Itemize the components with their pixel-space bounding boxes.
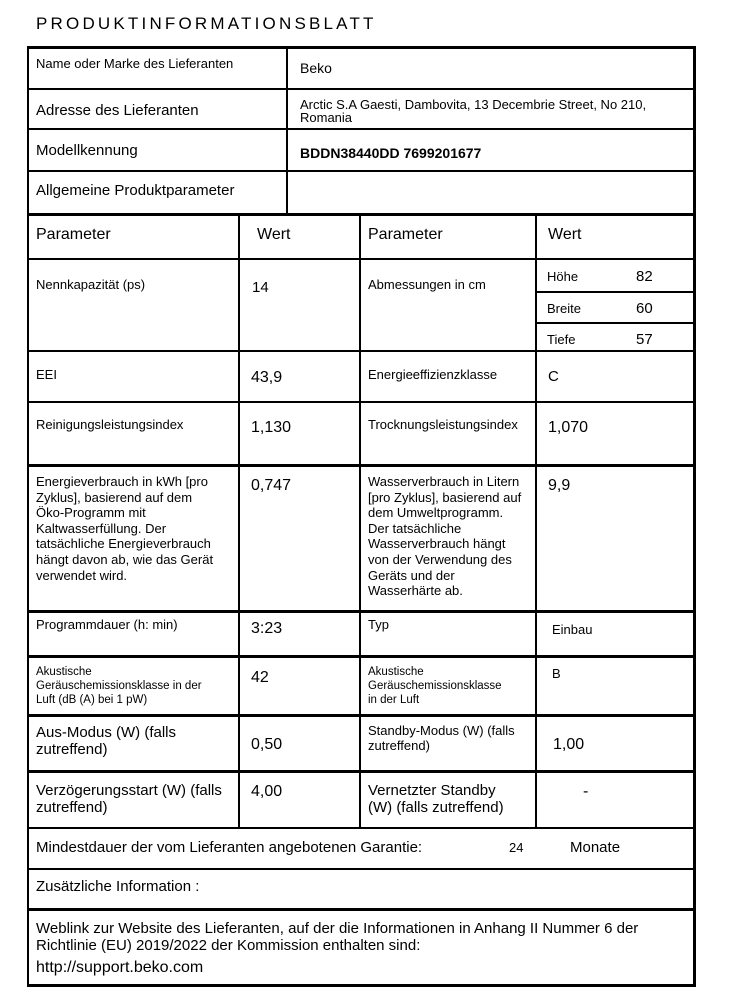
header-parameter-right: Parameter: [368, 226, 443, 243]
energy-consumption-label: Energieverbrauch in kWh [pro Zyklus], basierend auf dem Öko-Programm mit Kaltwasserfüllung. Der tatsächliche Energieverbrauch hängt davon ab, wie das Gerät verwendet wird.: [36, 474, 214, 583]
networked-standby-label: Vernetzter Standby (W) (falls zutreffend): [368, 782, 504, 817]
drying-index-value: 1,070: [548, 419, 589, 436]
program-duration-label: Programmdauer (h: min): [36, 617, 178, 632]
height-value: 82: [636, 268, 653, 285]
program-duration-value: 3:23: [251, 620, 283, 637]
general-parameters-label: Allgemeine Produktparameter: [36, 182, 235, 199]
additional-information-label: Zusätzliche Information :: [36, 878, 200, 895]
noise-emission-value: 42: [251, 669, 269, 686]
cleaning-index-label: Reinigungsleistungsindex: [36, 417, 184, 432]
model-value: BDDN38440DD 7699201677: [300, 145, 482, 161]
page-title: PRODUKTINFORMATIONSBLATT: [36, 14, 377, 33]
supplier-name-value: Beko: [300, 60, 332, 76]
header-value-left: Wert: [257, 226, 291, 243]
width-value: 60: [636, 300, 653, 317]
cleaning-index-value: 1,130: [251, 419, 292, 436]
delay-start-label: Verzögerungsstart (W) (falls zutreffend): [36, 782, 222, 817]
capacity-label: Nennkapazität (ps): [36, 277, 146, 292]
eei-value: 43,9: [251, 369, 283, 386]
depth-label: Tiefe: [547, 332, 576, 347]
noise-class-value: B: [552, 666, 561, 681]
supplier-weblink[interactable]: http://support.beko.com: [36, 959, 204, 976]
width-label: Breite: [547, 301, 581, 316]
eei-label: EEI: [36, 367, 57, 382]
off-mode-label: Aus-Modus (W) (falls zutreffend): [36, 724, 177, 759]
height-label: Höhe: [547, 269, 579, 284]
water-consumption-value: 9,9: [548, 477, 571, 494]
energy-class-value: C: [548, 368, 559, 385]
standby-mode-value: 1,00: [553, 736, 585, 753]
delay-start-value: 4,00: [251, 783, 283, 800]
type-label: Typ: [368, 617, 389, 632]
energy-class-label: Energieeffizienzklasse: [368, 367, 498, 382]
supplier-address-value: Arctic S.A Gaesti, Dambovita, 13 Decembrie Street, No 210, Romania: [300, 97, 647, 125]
drying-index-label: Trocknungsleistungsindex: [368, 417, 518, 432]
standby-mode-label: Standby-Modus (W) (falls zutreffend): [368, 723, 515, 753]
model-label: Modellkennung: [36, 142, 138, 159]
capacity-value: 14: [252, 279, 269, 296]
noise-class-label: Akustische Geräuschemissionsklasse in der Luft: [368, 666, 502, 706]
warranty-label: Mindestdauer der vom Lieferanten angebotenen Garantie:: [36, 839, 423, 856]
header-value-right: Wert: [548, 226, 582, 243]
header-parameter-left: Parameter: [36, 226, 111, 243]
networked-standby-value: -: [583, 783, 589, 800]
dimensions-label: Abmessungen in cm: [368, 277, 486, 292]
energy-consumption-value: 0,747: [251, 477, 292, 494]
type-value: Einbau: [552, 622, 593, 637]
weblink-description: Weblink zur Website des Lieferanten, auf der die Informationen in Anhang II Nummer 6 der Richtlinie (EU) 2019/2022 der Kommission enthalten sind:: [36, 920, 639, 955]
noise-emission-label: Akustische Geräuschemissionsklasse in der Luft (dB (A) bei 1 pW): [36, 666, 202, 706]
supplier-name-label: Name oder Marke des Lieferanten: [36, 56, 234, 71]
depth-value: 57: [636, 331, 653, 348]
off-mode-value: 0,50: [251, 736, 283, 753]
warranty-value: 24: [509, 840, 524, 855]
warranty-unit: Monate: [570, 839, 621, 856]
water-consumption-label: Wasserverbrauch in Litern [pro Zyklus], basierend auf dem Umweltprogramm. Der tatsächliche Wasserverbrauch hängt von der Verwendung des Geräts und der Wasserhärte ab.: [368, 474, 522, 599]
supplier-address-label: Adresse des Lieferanten: [36, 102, 199, 119]
